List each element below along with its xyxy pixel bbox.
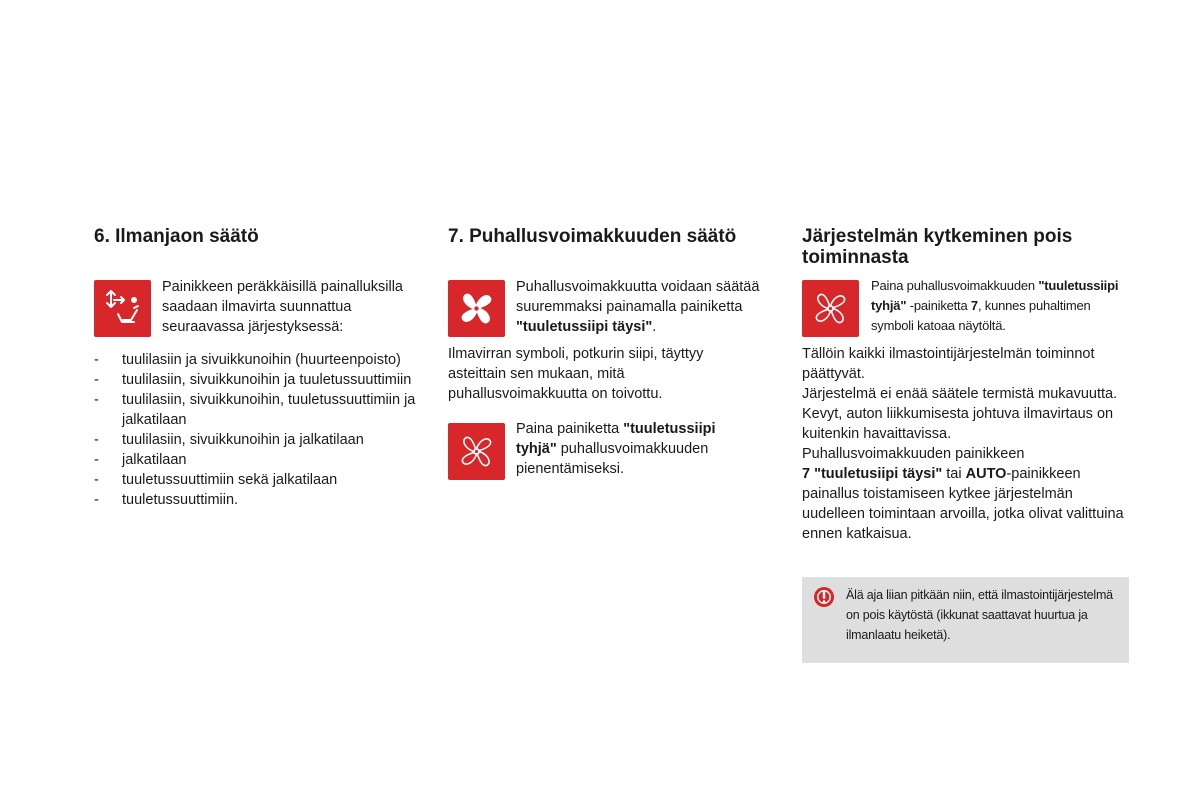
fan-empty-icon bbox=[448, 423, 505, 480]
list-item: - jalkatilaan bbox=[94, 450, 429, 470]
system-off-instruction: Paina puhallusvoimakkuuden "tuuletussiipi tyhjä" -painiketta 7, kunnes puhaltimen symboli katoaa näytöltä. bbox=[871, 278, 1119, 333]
list-item: - tuuletussuuttimiin sekä jalkatilaan bbox=[94, 470, 429, 490]
air-direction-list bbox=[94, 350, 429, 510]
fan-decrease-text: Paina painiketta "tuuletussiipi tyhjä" puhallusvoimakkuuden pienentämiseksi. bbox=[516, 421, 716, 477]
list-item: - tuulilasiin ja sivuikkunoihin (huurteenpoisto) bbox=[94, 350, 429, 370]
section-heading: 6. Ilmanjaon säätö bbox=[94, 226, 259, 247]
warning-note bbox=[802, 577, 1129, 663]
paragraph: Puhallusvoimakkuuden painikkeen bbox=[802, 446, 1025, 462]
list-item: - tuulilasiin, sivuikkunoihin ja jalkatilaan bbox=[94, 430, 429, 450]
intro-text: Painikkeen peräkkäisillä painalluksilla saadaan ilmavirta suunnattua seuraavassa järjestyksessä: bbox=[162, 279, 403, 335]
section-fan-speed bbox=[448, 226, 770, 477]
warning-icon bbox=[814, 587, 834, 607]
section-system-off bbox=[802, 226, 1132, 542]
section-heading: Järjestelmän kytkeminen pois toiminnasta bbox=[802, 226, 1073, 268]
fan-symbol-text: Ilmavirran symboli, potkurin siipi, täyttyy asteittain sen mukaan, mitä puhallusvoimakkuutta on toivottu. bbox=[448, 346, 704, 402]
paragraph: Järjestelmä ei enää säätele termistä mukavuutta. Kevyt, auton liikkumisesta johtuva ilmavirtaus on kuitenkin havaittavissa. bbox=[802, 386, 1118, 442]
section-heading: 7. Puhallusvoimakkuuden säätö bbox=[448, 226, 737, 247]
section-air-distribution bbox=[94, 226, 429, 508]
warning-text: Älä aja liian pitkään niin, että ilmastointijärjestelmä on pois käytöstä (ikkunat saattavat huurtua ja ilmanlaatu heiketä). bbox=[846, 588, 1113, 642]
system-off-description bbox=[802, 344, 1124, 544]
fan-full-icon bbox=[448, 280, 505, 337]
paragraph: Tällöin kaikki ilmastointijärjestelmän toiminnot päättyvät. bbox=[802, 346, 1095, 382]
list-item: - tuulilasiin, sivuikkunoihin ja tuuletussuuttimiin bbox=[94, 370, 429, 390]
list-item: - tuuletussuuttimiin. bbox=[94, 490, 429, 510]
air-distribution-icon bbox=[94, 280, 151, 337]
paragraph: 7 "tuuletusiipi täysi" tai AUTO-painikkeen painallus toistamiseen kytkee järjestelmän uudelleen toimintaan arvoilla, jotka olivat valittuina ennen katkaisua. bbox=[802, 466, 1124, 542]
list-item: - tuulilasiin, sivuikkunoihin, tuuletussuuttimiin ja jalkatilaan bbox=[94, 390, 429, 430]
fan-increase-text: Puhallusvoimakkuutta voidaan säätää suuremmaksi painamalla painiketta "tuuletussiipi täysi". bbox=[516, 279, 760, 335]
fan-empty-icon bbox=[802, 280, 859, 337]
